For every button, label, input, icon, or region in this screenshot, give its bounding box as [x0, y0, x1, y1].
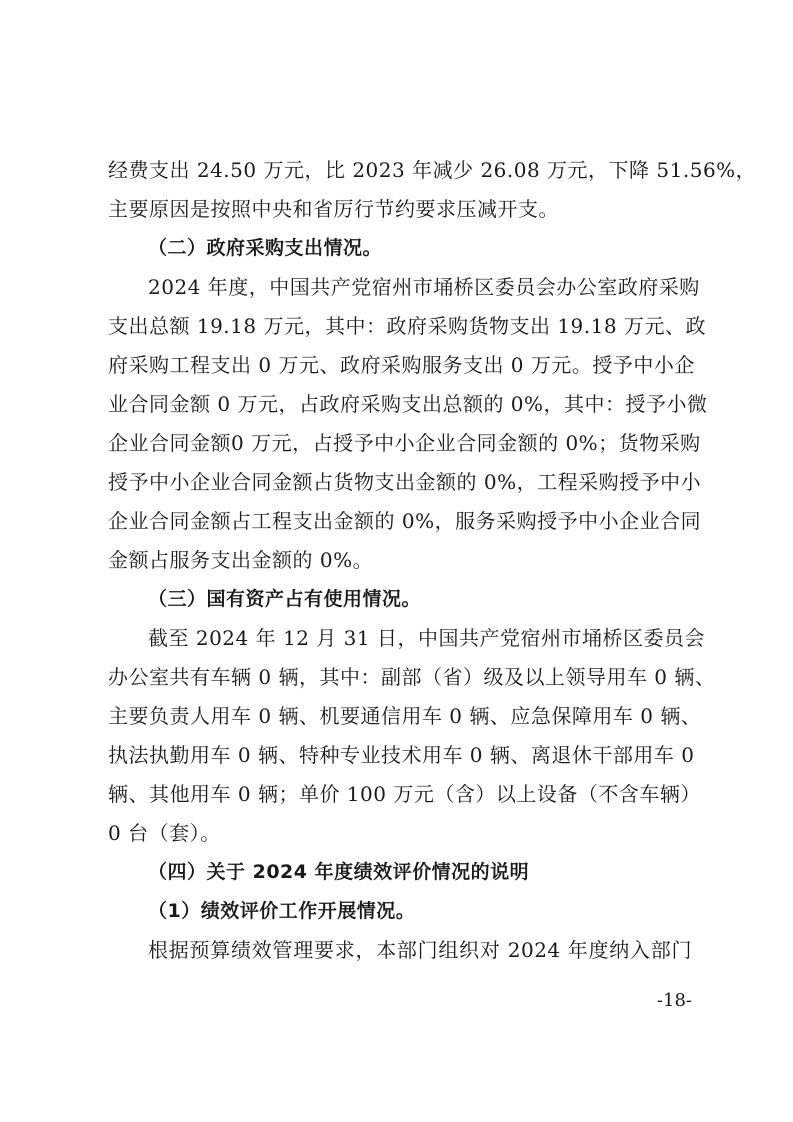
paragraph-line: 主要负责人用车 0 辆、机要通信用车 0 辆、应急保障用车 0 辆、: [108, 704, 702, 728]
document-body: [108, 151, 757, 970]
paragraph-line: 主要原因是按照中央和省厉行节约要求压减开支。: [108, 197, 559, 221]
page-number: -18-: [656, 990, 692, 1011]
paragraph-line: 根据预算绩效管理要求，本部门组织对 2024 年度纳入部门: [148, 938, 692, 962]
paragraph-line: 企业合同金额0 万元，占授予中小企业合同金额的 0%；货物采购: [108, 431, 701, 455]
paragraph-line: 企业合同金额占工程支出金额的 0%，服务采购授予中小企业合同: [108, 509, 702, 533]
paragraph-line: 授予中小企业合同金额占货物支出金额的 0%，工程采购授予中小: [108, 470, 702, 494]
paragraph-line: 截至 2024 年 12 月 31 日，中国共产党宿州市埇桥区委员会: [148, 626, 705, 650]
paragraph-line: 金额占服务支出金额的 0%。: [108, 548, 374, 572]
section-heading: （二）政府采购支出情况。: [148, 237, 383, 259]
subsection-heading: （1）绩效评价工作开展情况。: [148, 900, 416, 922]
paragraph-line: 办公室共有车辆 0 辆，其中：副部（省）级及以上领导用车 0 辆、: [108, 665, 716, 689]
section-heading: （三）国有资产占有使用情况。: [148, 588, 422, 610]
paragraph-line: 0 台（套）。: [108, 821, 221, 845]
section-heading: （四）关于 2024 年度绩效评价情况的说明: [148, 861, 530, 883]
paragraph-line: 2024 年度，中国共产党宿州市埇桥区委员会办公室政府采购: [148, 275, 700, 299]
paragraph-line: 府采购工程支出 0 万元、政府采购服务支出 0 万元。授予中小企: [108, 353, 695, 377]
paragraph-line: 业合同金额 0 万元，占政府采购支出总额的 0%，其中：授予小微: [108, 392, 708, 416]
paragraph-line: 经费支出 24.50 万元，比 2023 年减少 26.08 万元，下降 51.56%，: [108, 158, 757, 182]
paragraph-line: 支出总额 19.18 万元，其中：政府采购货物支出 19.18 万元、政: [108, 314, 706, 338]
paragraph-line: 执法执勤用车 0 辆、特种专业技术用车 0 辆、离退休干部用车 0: [108, 743, 695, 767]
paragraph-line: 辆、其他用车 0 辆；单价 100 万元（含）以上设备（不含车辆）: [108, 782, 701, 806]
